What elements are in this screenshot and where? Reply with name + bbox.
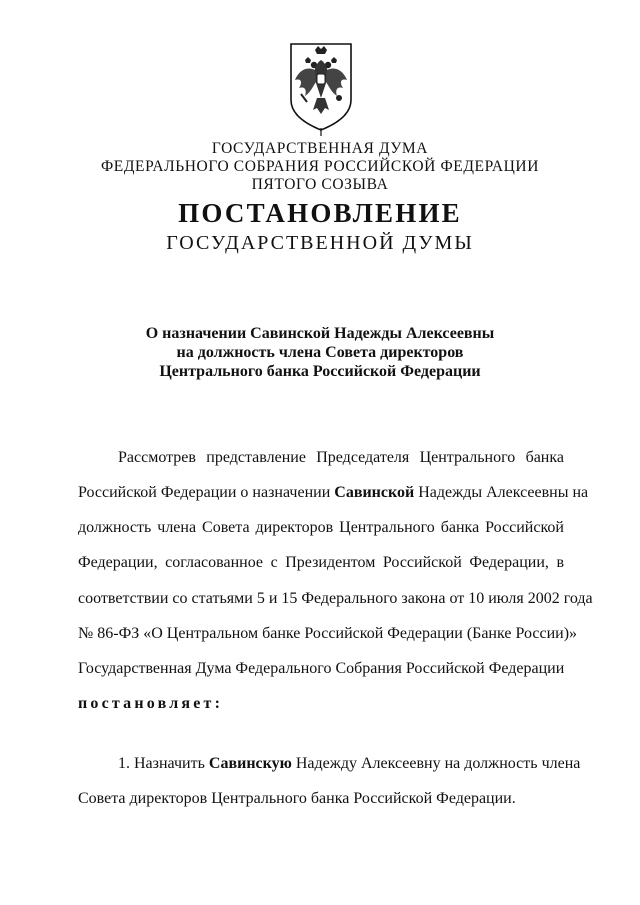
org-name-line-2: ФЕДЕРАЛЬНОГО СОБРАНИЯ РОССИЙСКОЙ ФЕДЕРАЦИИ bbox=[100, 158, 540, 175]
document-type-title: ПОСТАНОВЛЕНИЕ bbox=[178, 198, 462, 228]
paragraph-2-line-2: Совета директоров Центрального банка Российской Федерации. bbox=[78, 790, 516, 807]
text-segment: Российской Федерации о назначении bbox=[78, 484, 335, 501]
paragraph-1-line-6: № 86-ФЗ «О Центральном банке Российской Федерации (Банке России)» bbox=[78, 625, 578, 642]
paragraph-1-line-2 bbox=[78, 483, 589, 503]
subject-line-1: О назначении Савинской Надежды Алексеевны bbox=[145, 325, 495, 342]
subject-line-3: Центрального банка Российской Федерации bbox=[159, 363, 481, 380]
paragraph-1-line-3: должность члена Совета директоров Центрального банка Российской bbox=[78, 519, 564, 536]
surname-bold: Савинскую bbox=[208, 755, 292, 772]
org-name-line-1: ГОСУДАРСТВЕННАЯ ДУМА bbox=[211, 140, 429, 157]
surname-bold: Савинской bbox=[334, 484, 415, 501]
paragraph-2-line-1 bbox=[118, 754, 581, 774]
document-type-subtitle: ГОСУДАРСТВЕННОЙ ДУМЫ bbox=[166, 232, 474, 254]
subject-line-2: на должность члена Совета директоров bbox=[176, 344, 464, 361]
paragraph-1-line-7: Государственная Дума Федерального Собрания Российской Федерации bbox=[78, 660, 565, 677]
coat-of-arms-emblem bbox=[285, 38, 357, 136]
convocation-line: ПЯТОГО СОЗЫВА bbox=[251, 176, 389, 193]
paragraph-1-line-5: соответствии со статьями 5 и 15 Федерального закона от 10 июля 2002 года bbox=[78, 590, 593, 607]
paragraph-1-line-1: Рассмотрев представление Председателя Центрального банка bbox=[118, 449, 564, 466]
resolves-text: постановляет: bbox=[78, 695, 224, 712]
resolves-word bbox=[78, 694, 564, 714]
text-segment: Надежду Алексеевну на должность члена bbox=[291, 755, 581, 772]
text-segment: 1. Назначить bbox=[118, 755, 209, 772]
text-segment: Надежды Алексеевны на bbox=[414, 484, 589, 501]
paragraph-1-line-4: Федерации, согласованное с Президентом Российской Федерации, в bbox=[78, 554, 564, 571]
